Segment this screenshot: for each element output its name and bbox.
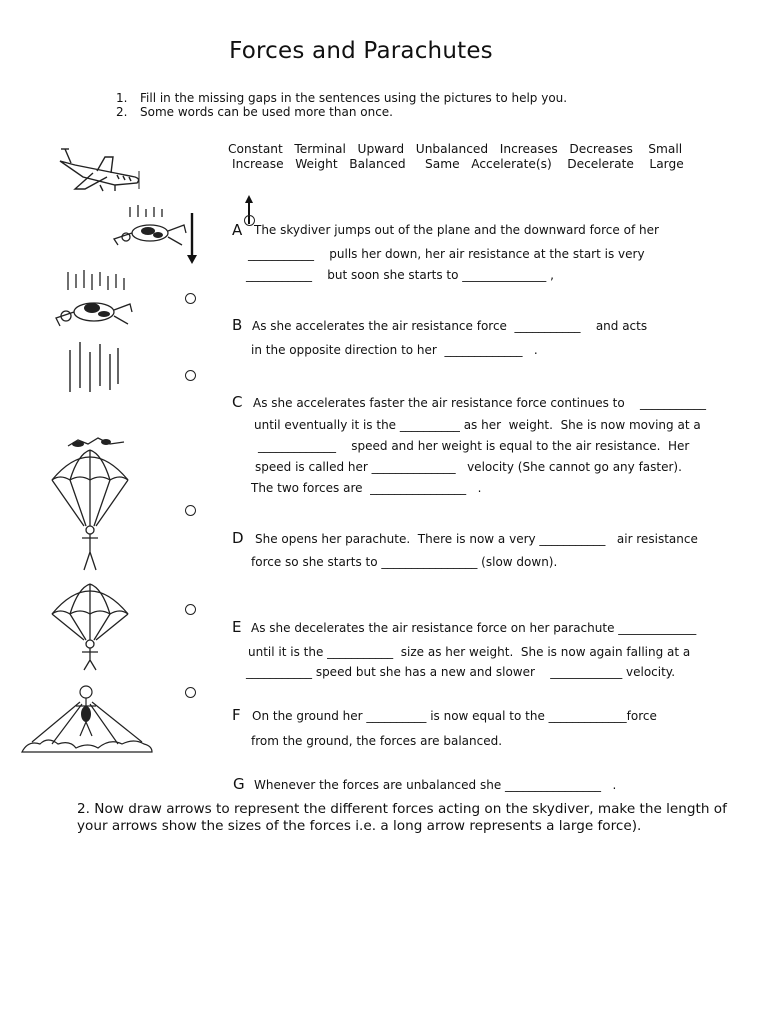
section-f-letter: F <box>232 706 241 724</box>
word-bank-row-2: Increase Weight Balanced Same Accelerate(s) Decelerate Large <box>232 157 684 171</box>
section-d-letter: D <box>232 529 244 547</box>
airplane-illustration <box>55 143 145 193</box>
word-bank <box>228 142 684 172</box>
section-f-line-2: from the ground, the forces are balanced. <box>251 734 503 748</box>
section-c-line-3: _____________ speed and her weight is equal to the air resistance. Her <box>258 439 690 453</box>
section-e-line-2: until it is the ___________ size as her weight. She is now again falling at a <box>248 645 691 659</box>
section-a-line-2: ___________ pulls her down, her air resistance at the start is very <box>248 247 645 261</box>
section-f-line-1: On the ground her __________ is now equal to the _____________force <box>252 709 657 723</box>
section-e-line-1: As she decelerates the air resistance force on her parachute _____________ <box>251 621 697 635</box>
section-a-line-1: The skydiver jumps out of the plane and the downward force of her <box>254 223 659 237</box>
landing-illustration <box>18 682 154 754</box>
section-c-line-2: until eventually it is the __________ as her weight. She is now moving at a <box>254 418 701 432</box>
instruction-item: 1. Fill in the missing gaps in the sentences using the pictures to help you. <box>116 91 568 105</box>
section-d-line-2: force so she starts to ________________ (slow down). <box>251 555 558 569</box>
section-e-letter: E <box>232 618 242 636</box>
section-c-line-4: speed is called her ______________ velocity (She cannot go any faster). <box>255 460 682 474</box>
skydiver-illustration <box>110 203 190 255</box>
section-g-letter: G <box>233 775 245 793</box>
speed-lines-illustration <box>66 338 122 394</box>
section-c-letter: C <box>232 393 243 411</box>
question-2: 2. Now draw arrows to represent the different forces acting on the skydiver, make the length of your arrows show the sizes of the forces i.e. a long arrow represents a large force). <box>77 801 727 834</box>
section-d-line-1: She opens her parachute. There is now a very ___________ air resistance <box>255 532 698 546</box>
section-c-line-1: As she accelerates faster the air resistance force continues to ___________ <box>253 396 706 410</box>
section-a-line-3: ___________ but soon she starts to ______________ , <box>246 268 554 282</box>
section-b-letter: B <box>232 316 243 334</box>
circle-marker-icon <box>185 604 196 615</box>
circle-marker-icon <box>185 370 196 381</box>
section-a-letter: A <box>232 221 243 239</box>
instructions-list <box>116 91 567 119</box>
section-b-line-2: in the opposite direction to her _____________ . <box>251 343 538 357</box>
circle-marker-icon <box>185 687 196 698</box>
page-title: Forces and Parachutes <box>229 38 493 64</box>
instruction-item: 2. Some words can be used more than once. <box>116 105 393 119</box>
skydiver-illustration <box>52 270 134 332</box>
parachute-illustration <box>48 434 132 572</box>
section-e-line-3: ___________ speed but she has a new and slower ____________ velocity. <box>246 665 676 679</box>
section-g-line-1: Whenever the forces are unbalanced she ________________ . <box>254 778 617 792</box>
word-bank-row-1: Constant Terminal Upward Unbalanced Increases Decreases Small <box>228 142 683 156</box>
parachute-illustration <box>48 574 132 672</box>
circle-marker-icon <box>185 293 196 304</box>
circle-marker-icon <box>185 505 196 516</box>
section-b-line-1: As she accelerates the air resistance force ___________ and acts <box>252 319 648 333</box>
section-c-line-5: The two forces are ________________ . <box>251 481 482 495</box>
